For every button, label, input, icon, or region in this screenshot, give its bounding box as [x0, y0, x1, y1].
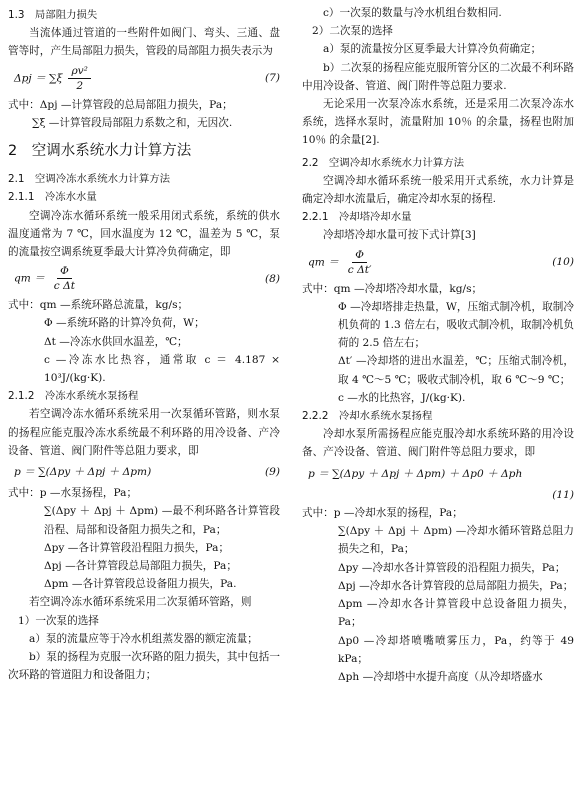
equation-9	[8, 463, 280, 481]
list-item: b）泵的扬程为克服一次环路的阻力损失，其中包括一次环路的管道阻力和设备阻力；	[8, 651, 280, 682]
section-2-2-2-heading: 2.2.2 冷却水系统水泵扬程	[302, 410, 433, 423]
eq11-where-6: Δp0 —冷却塔喷嘴喷雾压力，Pa，约等于 49 kPa；	[338, 634, 574, 665]
eq11-where-7: Δph —冷却塔中水提升高度（从冷却塔盛水	[338, 670, 543, 683]
eq7-denominator: 2	[76, 79, 84, 92]
eq8-where-4: c —冷冻水比热容，通常取 c ＝ 4.187 × 10³J/(kg·K).	[44, 353, 280, 385]
eq9-where-4: Δpj —各计算管段总局部阻力损失，Pa；	[44, 560, 237, 573]
eq11-number: (11)	[552, 488, 574, 501]
paragraph: 若空调冷冻水循环系统采用二次泵循环管路，则	[29, 596, 252, 609]
paragraph: 若空调冷冻水循环系统采用一次泵循环管路，则水泵的扬程应能克服冷冻水系统最不利环路的用冷设备、产冷设备、管道、阀门附件等总阻力要求，即	[8, 408, 280, 457]
eq11-where-2: ∑(Δpy ＋ Δpj ＋ Δpm) —冷却水循环管路总阻力损失之和，Pa；	[338, 525, 574, 556]
eq8-fraction	[51, 264, 78, 293]
eq10-denominator: c Δt′	[347, 263, 372, 276]
eq7-where-1: 式中：Δpj —计算管段的总局部阻力损失，Pa；	[8, 98, 233, 111]
eq10-where-2: Φ —冷却塔排走热量，W，压缩式制冷机，取制冷机负荷的 1.3 倍左右，吸收式制冷机，取制冷机负荷的 2.5 倍左右；	[338, 300, 574, 350]
left-column	[8, 0, 280, 685]
eq7-number: (7)	[264, 72, 280, 84]
section-2-1-2-heading: 2.1.2 冷冻水系统水泵扬程	[8, 390, 139, 403]
eq8-numerator: Φ	[57, 264, 72, 279]
eq11-where-3: Δpy —冷却水各计算管段的沿程阻力损失，Pa；	[338, 561, 566, 574]
eq10-numerator: Φ	[352, 248, 367, 263]
paragraph: 空调冷冻水循环系统一般采用闭式系统，系统的供水温度通常为 7 ℃，回水温度为 12 ℃，温差为 5 ℃，泵的流量按空调系统夏季最大计算冷负荷确定，即	[8, 209, 280, 259]
paragraph: 空调冷却水循环系统一般采用开式系统，水力计算是确定冷却水流量后，确定冷却水泵的扬程.	[302, 174, 574, 206]
paragraph: 冷却塔冷却水量可按下式计算[3]	[323, 229, 476, 242]
list-item: 1）一次泵的选择	[18, 614, 99, 627]
section-2-2-1-heading: 2.2.1 冷却塔冷却水量	[302, 211, 412, 224]
section-2-heading: 2 空调水系统水力计算方法	[8, 143, 192, 160]
equation-8	[8, 264, 280, 293]
eq11-where-4: Δpj —冷却水各计算管段的总局部阻力损失，Pa；	[338, 579, 574, 592]
eq10-where-4: c —水的比热容，J/(kg·K).	[338, 391, 466, 404]
eq9-where-2: ∑(Δpy ＋ Δpj ＋ Δpm) —最不利环路各计算管段沿程、局部和设备阻力损失之和，Pa；	[44, 505, 280, 536]
eq11-lhs: p ＝ ∑(Δpy ＋ Δpj ＋ Δpm) ＋ Δp0 ＋ Δph	[308, 467, 523, 480]
equation-10	[302, 248, 574, 277]
list-item: b）二次泵的扬程应能克服所管分区的二次最不利环路中用冷设备、管道、阀门附件等总阻力要求.	[302, 61, 574, 92]
eq7-lhs: Δpj ＝ ∑ξ	[14, 72, 63, 85]
paragraph: 当流体通过管道的一些附件如阀门、弯头、三通、盘管等时，产生局部阻力损失，管段的局部阻力损失表示为	[8, 27, 280, 58]
eq9-where-5: Δpm —各计算管段总设备阻力损失，Pa.	[44, 578, 237, 591]
section-2-1-heading: 2.1 空调冷冻水系统水力计算方法	[8, 173, 170, 186]
eq9-where-3: Δpy —各计算管段沿程阻力损失，Pa；	[44, 541, 230, 554]
eq8-denominator: c Δt	[53, 280, 76, 293]
equation-7	[8, 64, 280, 93]
right-column	[302, 0, 574, 686]
eq7-fraction	[68, 64, 90, 93]
paragraph: 无论采用一次泵冷冻水系统，还是采用二次泵冷冻水系统，选择水泵时，流量附加 10％ 的余量，扬程也附加 10％ 的余量[2].	[302, 98, 574, 147]
eq9-lhs: p ＝ ∑(Δpy ＋ Δpj ＋ Δpm)	[14, 466, 152, 479]
equation-11	[302, 465, 574, 483]
eq8-where-2: Φ —系统环路的计算冷负荷，W；	[44, 317, 205, 330]
list-item: c）一次泵的数量与冷水机组台数相同.	[323, 7, 502, 19]
eq11-where-5: Δpm —冷却水各计算管段中总设备阻力损失，Pa；	[338, 598, 574, 629]
section-2-2-heading: 2.2 空调冷却水系统水力计算方法	[302, 156, 464, 169]
section-1-3-heading: 1.3 局部阻力损失	[8, 9, 98, 21]
eq9-where-1: 式中：p —水泵扬程，Pa；	[8, 487, 138, 500]
eq10-fraction	[345, 248, 375, 277]
eq9-number: (9)	[264, 466, 280, 479]
eq10-lhs: qm ＝	[308, 256, 339, 269]
eq8-where-1: 式中：qm —系统环路总流量，kg/s；	[8, 299, 189, 312]
eq8-where-3: Δt —冷冻水供回水温差，℃；	[44, 335, 188, 348]
eq8-lhs: qm ＝	[14, 272, 45, 285]
paragraph: 冷却水泵所需扬程应能克服冷却水系统环路的用冷设备、产冷设备、管道、阀门附件等总阻力要求，即	[302, 428, 574, 459]
eq10-where-3: Δt′ —冷却塔的进出水温差，℃；压缩式制冷机，取 4 ℃～5 ℃；吸收式制冷机，取 6 ℃～9 ℃；	[338, 355, 574, 386]
eq7-numerator: ρv²	[68, 64, 90, 79]
eq11-where-1: 式中：p —冷却水泵的扬程，Pa；	[302, 507, 463, 520]
eq7-where-2: ∑ξ —计算管段局部阻力系数之和，无因次.	[32, 116, 233, 129]
eq8-number: (8)	[264, 272, 280, 285]
eq10-where-1: 式中：qm —冷却塔冷却水量，kg/s；	[302, 282, 483, 295]
list-item: a）泵的流量按分区夏季最大计算冷负荷确定；	[323, 43, 542, 56]
eq10-number: (10)	[552, 256, 574, 269]
list-item: 2）二次泵的选择	[312, 25, 393, 38]
list-item: a）泵的流量应等于冷水机组蒸发器的额定流量；	[29, 632, 258, 645]
section-2-1-1-heading: 2.1.1 冷冻水水量	[8, 191, 97, 204]
